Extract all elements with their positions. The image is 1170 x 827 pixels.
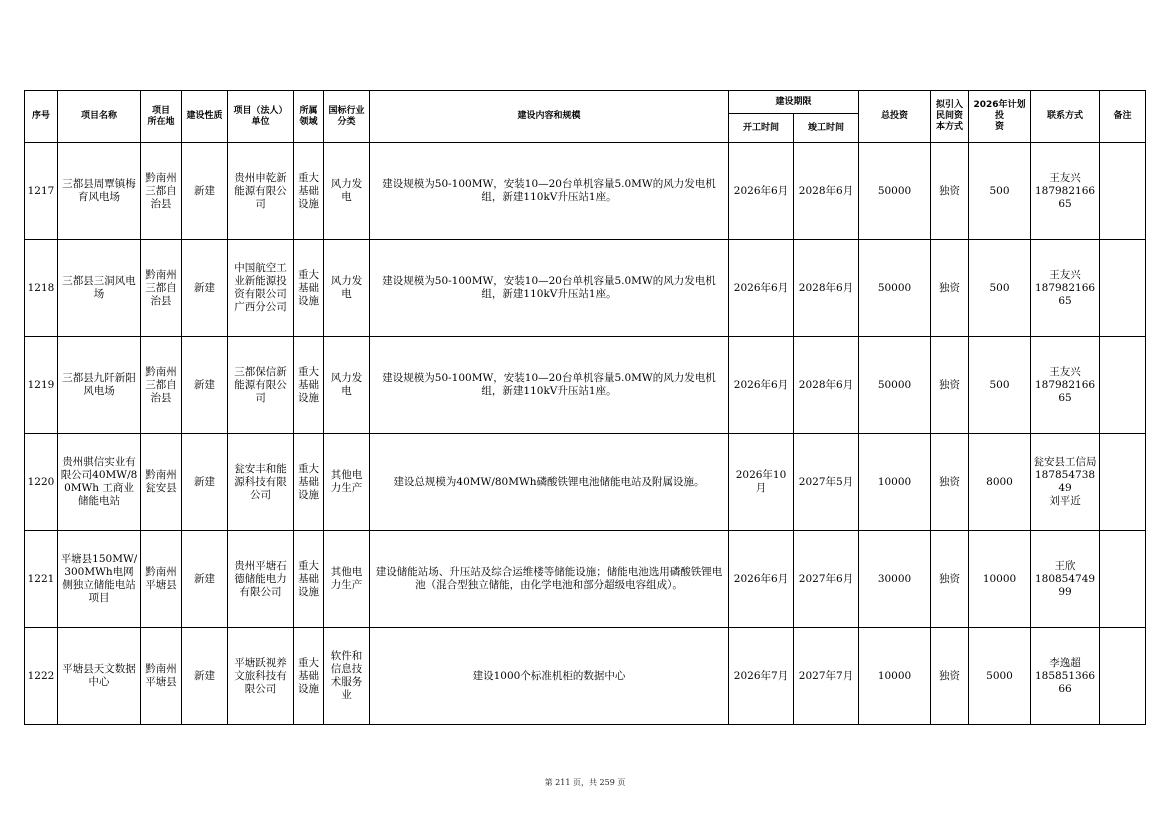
- cell-name: 三都县三洞风电场: [58, 240, 141, 337]
- cell-name: 平塘县天文数据中心: [58, 628, 141, 725]
- cell-name: 三都县九阡新阳风电场: [58, 337, 141, 434]
- page-footer: 第 211 页，共 259 页: [544, 778, 626, 787]
- cell-location: 黔南州三都自治县: [141, 143, 182, 240]
- cell-nature: 新建: [182, 337, 228, 434]
- cell-remark: [1100, 531, 1146, 628]
- header-location: 项目 所在地: [141, 91, 182, 143]
- header-plan: 2026年计划投 资: [969, 91, 1031, 143]
- cell-contact: 王友兴 18798216665: [1031, 143, 1100, 240]
- cell-location: 黔南州三都自治县: [141, 240, 182, 337]
- cell-industry: 软件和信息技术服务业: [324, 628, 370, 725]
- cell-start: 2026年7月: [729, 628, 794, 725]
- cell-content: 建设1000个标准机柜的数据中心: [370, 628, 729, 725]
- cell-name: 贵州骐信实业有限公司40MW/80MWh 工商业储能电站: [58, 434, 141, 531]
- cell-start: 2026年6月: [729, 240, 794, 337]
- cell-unit: 贵州申乾新能源有限公司: [228, 143, 294, 240]
- cell-start: 2026年10月: [729, 434, 794, 531]
- cell-private: 独资: [931, 240, 969, 337]
- cell-no: 1222: [25, 628, 58, 725]
- header-private: 拟引入 民间资 本方式: [931, 91, 969, 143]
- cell-content: 建设规模为50-100MW，安装10—20台单机容量5.0MW的风力发电机组，新建110kV升压站1座。: [370, 143, 729, 240]
- header-period: 建设期限: [729, 91, 859, 114]
- table-row: [25, 337, 1146, 434]
- header-industry: 国标行业 分类: [324, 91, 370, 143]
- table-row: [25, 240, 1146, 337]
- cell-investment: 30000: [859, 531, 931, 628]
- cell-investment: 50000: [859, 337, 931, 434]
- cell-start: 2026年6月: [729, 143, 794, 240]
- project-table: [24, 90, 1146, 725]
- cell-end: 2027年5月: [794, 434, 859, 531]
- cell-end: 2028年6月: [794, 143, 859, 240]
- cell-location: 黔南州平塘县: [141, 628, 182, 725]
- cell-content: 建设规模为50-100MW，安装10—20台单机容量5.0MW的风力发电机组，新建110kV升压站1座。: [370, 337, 729, 434]
- cell-plan: 8000: [969, 434, 1031, 531]
- cell-contact: 瓮安县工信局 18785473849 刘平近: [1031, 434, 1100, 531]
- cell-contact: 李逸超 18585136666: [1031, 628, 1100, 725]
- cell-end: 2028年6月: [794, 240, 859, 337]
- cell-private: 独资: [931, 143, 969, 240]
- cell-end: 2027年6月: [794, 531, 859, 628]
- cell-industry: 风力发电: [324, 337, 370, 434]
- cell-content: 建设总规模为40MW/80MWh磷酸铁锂电池储能电站及附属设施。: [370, 434, 729, 531]
- header-name: 项目名称: [58, 91, 141, 143]
- cell-plan: 500: [969, 143, 1031, 240]
- table-row: [25, 531, 1146, 628]
- cell-location: 黔南州瓮安县: [141, 434, 182, 531]
- cell-remark: [1100, 143, 1146, 240]
- cell-content: 建设储能站场、升压站及综合运维楼等储能设施；储能电池选用磷酸铁锂电池（混合型独立储能，由化学电池和部分超级电容组成）。: [370, 531, 729, 628]
- cell-private: 独资: [931, 628, 969, 725]
- cell-field: 重大基础设施: [294, 531, 324, 628]
- cell-industry: 其他电力生产: [324, 434, 370, 531]
- cell-plan: 500: [969, 337, 1031, 434]
- cell-end: 2028年6月: [794, 337, 859, 434]
- cell-location: 黔南州平塘县: [141, 531, 182, 628]
- table-row: [25, 434, 1146, 531]
- cell-end: 2027年7月: [794, 628, 859, 725]
- cell-field: 重大基础设施: [294, 143, 324, 240]
- cell-unit: 瓮安丰和能源科技有限公司: [228, 434, 294, 531]
- cell-private: 独资: [931, 434, 969, 531]
- cell-no: 1221: [25, 531, 58, 628]
- cell-field: 重大基础设施: [294, 434, 324, 531]
- cell-nature: 新建: [182, 531, 228, 628]
- header-field: 所属 领域: [294, 91, 324, 143]
- cell-nature: 新建: [182, 240, 228, 337]
- cell-no: 1220: [25, 434, 58, 531]
- cell-plan: 5000: [969, 628, 1031, 725]
- cell-industry: 其他电力生产: [324, 531, 370, 628]
- cell-location: 黔南州三都自治县: [141, 337, 182, 434]
- cell-plan: 500: [969, 240, 1031, 337]
- header-start: 开工时间: [729, 114, 794, 143]
- cell-nature: 新建: [182, 434, 228, 531]
- cell-no: 1219: [25, 337, 58, 434]
- table-row: [25, 628, 1146, 725]
- cell-industry: 风力发电: [324, 143, 370, 240]
- cell-contact: 王友兴 18798216665: [1031, 240, 1100, 337]
- cell-remark: [1100, 628, 1146, 725]
- cell-field: 重大基础设施: [294, 337, 324, 434]
- cell-field: 重大基础设施: [294, 240, 324, 337]
- header-contact: 联系方式: [1031, 91, 1100, 143]
- cell-investment: 50000: [859, 240, 931, 337]
- cell-remark: [1100, 337, 1146, 434]
- cell-name: 平塘县150MW/300MWh电网侧独立储能电站项目: [58, 531, 141, 628]
- cell-field: 重大基础设施: [294, 628, 324, 725]
- cell-unit: 三都保信新能源有限公司: [228, 337, 294, 434]
- cell-unit: 中国航空工业新能源投资有限公司广西分公司: [228, 240, 294, 337]
- header-no: 序号: [25, 91, 58, 143]
- cell-name: 三都县周覃镇梅育风电场: [58, 143, 141, 240]
- cell-no: 1217: [25, 143, 58, 240]
- cell-private: 独资: [931, 531, 969, 628]
- cell-content: 建设规模为50-100MW，安装10—20台单机容量5.0MW的风力发电机组，新建110kV升压站1座。: [370, 240, 729, 337]
- cell-remark: [1100, 434, 1146, 531]
- cell-start: 2026年6月: [729, 531, 794, 628]
- cell-contact: 王友兴 18798216665: [1031, 337, 1100, 434]
- cell-industry: 风力发电: [324, 240, 370, 337]
- cell-no: 1218: [25, 240, 58, 337]
- cell-unit: 平塘跃视养文旅科技有限公司: [228, 628, 294, 725]
- cell-unit: 贵州平塘石德储能电力有限公司: [228, 531, 294, 628]
- cell-remark: [1100, 240, 1146, 337]
- cell-investment: 50000: [859, 143, 931, 240]
- header-unit: 项目（法人） 单位: [228, 91, 294, 143]
- header-nature: 建设性质: [182, 91, 228, 143]
- header-remark: 备注: [1100, 91, 1146, 143]
- cell-start: 2026年6月: [729, 337, 794, 434]
- table-row: [25, 143, 1146, 240]
- header-end: 竣工时间: [794, 114, 859, 143]
- cell-investment: 10000: [859, 628, 931, 725]
- cell-contact: 王欣 18085474999: [1031, 531, 1100, 628]
- header-content: 建设内容和规模: [370, 91, 729, 143]
- cell-nature: 新建: [182, 143, 228, 240]
- cell-investment: 10000: [859, 434, 931, 531]
- cell-private: 独资: [931, 337, 969, 434]
- header-investment: 总投资: [859, 91, 931, 143]
- cell-nature: 新建: [182, 628, 228, 725]
- cell-plan: 10000: [969, 531, 1031, 628]
